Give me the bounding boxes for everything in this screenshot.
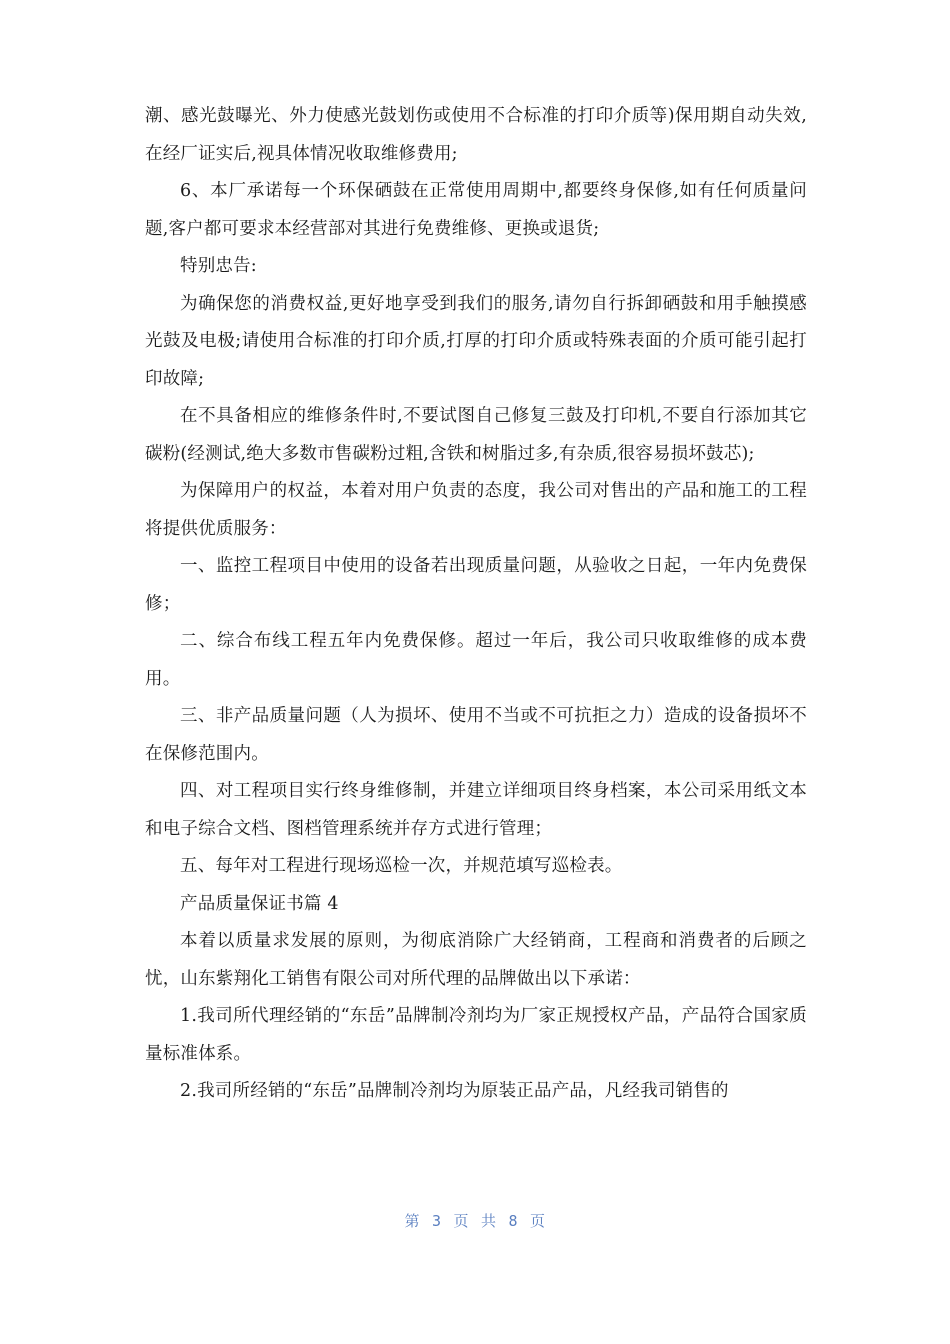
footer-total-pages: 8	[508, 1212, 519, 1230]
section-heading: 产品质量保证书篇 4	[180, 893, 339, 914]
paragraph-13: 本着以质量求发展的原则，为彻底消除广大经销商，工程商和消费者的后顾之忧，山东紫翔化工销售有限公司对所代理的品牌做出以下承诺：	[145, 931, 807, 989]
paragraph-4: 为确保您的消费权益,更好地享受到我们的服务,请勿自行拆卸硒鼓和用手触摸感光鼓及电极;请使用合标准的打印介质,打厚的打印介质或特殊表面的介质可能引起打印故障;	[145, 293, 807, 389]
footer-page-number: 3	[431, 1212, 442, 1230]
paragraph-11: 五、每年对工程进行现场巡检一次，并规范填写巡检表。	[180, 856, 623, 876]
page-footer	[0, 1210, 950, 1231]
paragraph-7: 一、监控工程项目中使用的设备若出现质量问题，从验收之日起，一年内免费保修；	[145, 556, 807, 614]
footer-word-di: 第	[404, 1212, 420, 1230]
paragraph-3: 特别忠告:	[180, 256, 257, 276]
footer-word-ye-2: 页	[530, 1212, 546, 1230]
paragraph-1: 潮、感光鼓曝光、外力使感光鼓划伤或使用不合标准的打印介质等)保用期自动失效,在经厂证实后,视具体情况收取维修费用;	[145, 106, 807, 164]
paragraph-2: 6、本厂承诺每一个环保硒鼓在正常使用周期中,都要终身保修,如有任何质量问题,客户都可要求本经营部对其进行免费维修、更换或退货;	[145, 181, 807, 239]
footer-word-ye: 页	[453, 1212, 469, 1230]
paragraph-5: 在不具备相应的维修条件时,不要试图自己修复三鼓及打印机,不要自行添加其它碳粉(经测试,绝大多数市售碳粉过粗,含铁和树脂过多,有杂质,很容易损坏鼓芯);	[145, 406, 807, 464]
document-body	[145, 98, 807, 1111]
paragraph-10: 四、对工程项目实行终身维修制，并建立详细项目终身档案，本公司采用纸文本和电子综合文档、图档管理系统并存方式进行管理；	[145, 781, 807, 839]
paragraph-14: 1.我司所代理经销的“东岳”品牌制冷剂均为厂家正规授权产品，产品符合国家质量标准体系。	[145, 1006, 807, 1064]
paragraph-9: 三、非产品质量问题（人为损坏、使用不当或不可抗拒之力）造成的设备损坏不在保修范围内。	[145, 706, 807, 764]
paragraph-15: 2.我司所经销的“东岳”品牌制冷剂均为原装正品产品，凡经我司销售的	[180, 1081, 729, 1101]
footer-word-gong: 共	[481, 1212, 497, 1230]
paragraph-6: 为保障用户的权益，本着对用户负责的态度，我公司对售出的产品和施工的工程将提供优质服务：	[145, 481, 807, 539]
paragraph-8: 二、综合布线工程五年内免费保修。超过一年后，我公司只收取维修的成本费用。	[145, 631, 807, 689]
